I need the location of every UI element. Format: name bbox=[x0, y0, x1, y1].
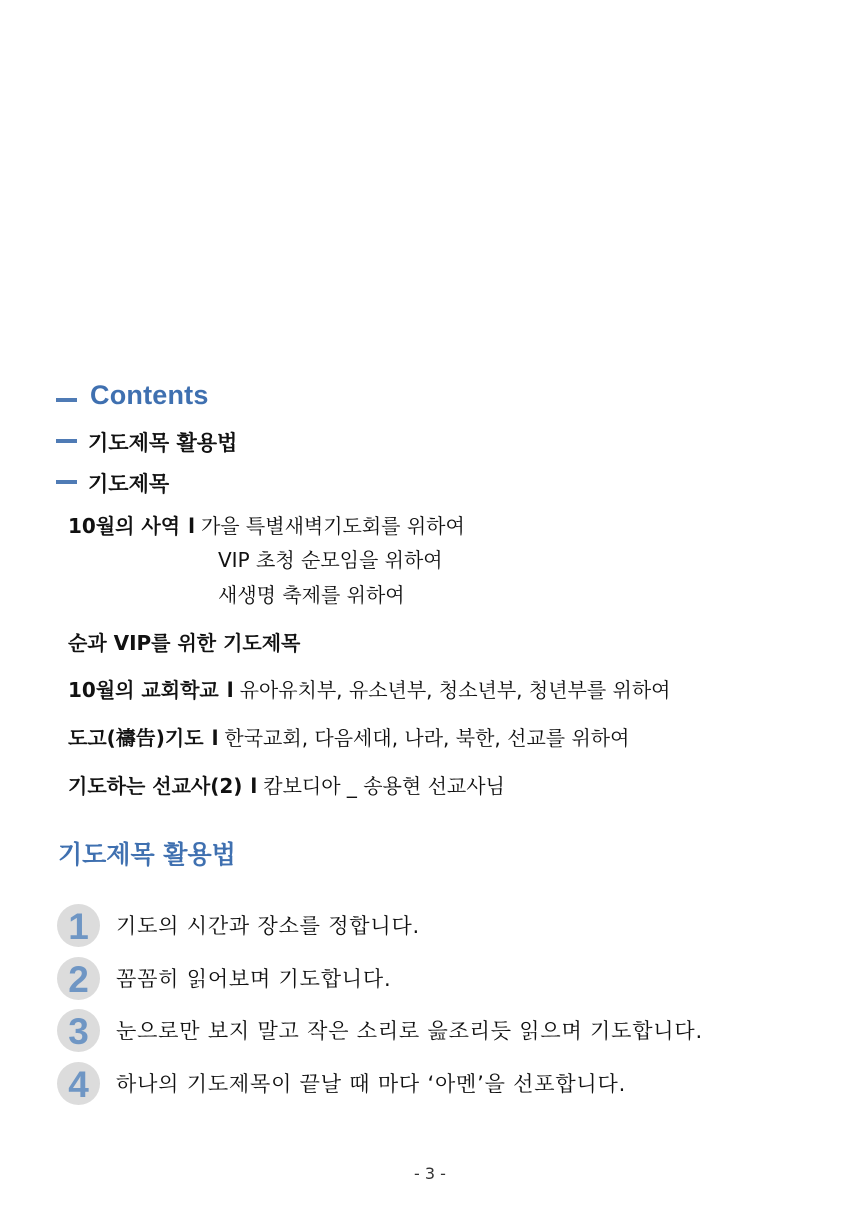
step-number-badge bbox=[57, 1062, 100, 1105]
contents-dash bbox=[56, 398, 77, 402]
toc-church-school-text: 유아유치부, 유소년부, 청소년부, 청년부를 위하여 bbox=[239, 678, 671, 702]
toc-dash-prayer bbox=[56, 480, 77, 484]
toc-church-school bbox=[68, 674, 670, 703]
toc-october-ministry-line-2: VIP 초청 순모임을 위하여 bbox=[218, 548, 443, 572]
toc-october-ministry-line-3: 새생명 축제를 위하여 bbox=[218, 583, 405, 607]
toc-october-ministry-line-1: 가을 특별새벽기도회를 위하여 bbox=[200, 514, 465, 538]
toc-missionary bbox=[68, 770, 505, 799]
toc-church-school-label: 10월의 교회학교 bbox=[68, 678, 219, 702]
toc-dogo-prayer bbox=[68, 722, 629, 751]
step-number-badge bbox=[57, 904, 100, 947]
step-text: 하나의 기도제목이 끝날 때 마다 ‘아멘’을 선포합니다. bbox=[116, 1072, 627, 1096]
usage-section-title: 기도제목 활용법 bbox=[58, 840, 236, 869]
toc-dogo-prayer-label: 도고(禱告)기도 bbox=[68, 726, 204, 750]
toc-october-ministry bbox=[68, 510, 465, 539]
toc-sun-vip-label: 순과 VIP를 위한 기도제목 bbox=[68, 631, 301, 655]
step-text: 꼼꼼히 읽어보며 기도합니다. bbox=[116, 967, 392, 991]
step-number: 3 bbox=[68, 1011, 89, 1052]
separator: l bbox=[226, 678, 234, 702]
step-text: 기도의 시간과 장소를 정합니다. bbox=[116, 914, 421, 938]
contents-title: Contents bbox=[90, 380, 209, 410]
separator: l bbox=[188, 514, 195, 538]
toc-dogo-prayer-text: 한국교회, 다음세대, 나라, 북한, 선교를 위하여 bbox=[224, 726, 630, 750]
step-number: 2 bbox=[68, 959, 89, 1000]
step-number-badge bbox=[57, 1009, 100, 1052]
toc-sun-vip bbox=[68, 627, 300, 656]
step-number-badge bbox=[57, 957, 100, 1000]
toc-item-usage: 기도제목 활용법 bbox=[88, 431, 238, 455]
toc-dash-usage bbox=[56, 439, 77, 443]
separator: l bbox=[250, 774, 258, 798]
separator: l bbox=[211, 726, 219, 750]
page-number: - 3 - bbox=[414, 1164, 446, 1183]
step-text: 눈으로만 보지 말고 작은 소리로 읊조리듯 읽으며 기도합니다. bbox=[116, 1019, 703, 1043]
toc-item-prayer-topics: 기도제목 bbox=[88, 472, 170, 496]
toc-missionary-text: 캄보디아 _ 송용현 선교사님 bbox=[263, 774, 505, 798]
toc-missionary-label: 기도하는 선교사(2) bbox=[68, 774, 243, 798]
step-number: 4 bbox=[68, 1064, 89, 1105]
toc-october-ministry-label: 10월의 사역 bbox=[68, 514, 181, 538]
step-number: 1 bbox=[68, 906, 89, 947]
